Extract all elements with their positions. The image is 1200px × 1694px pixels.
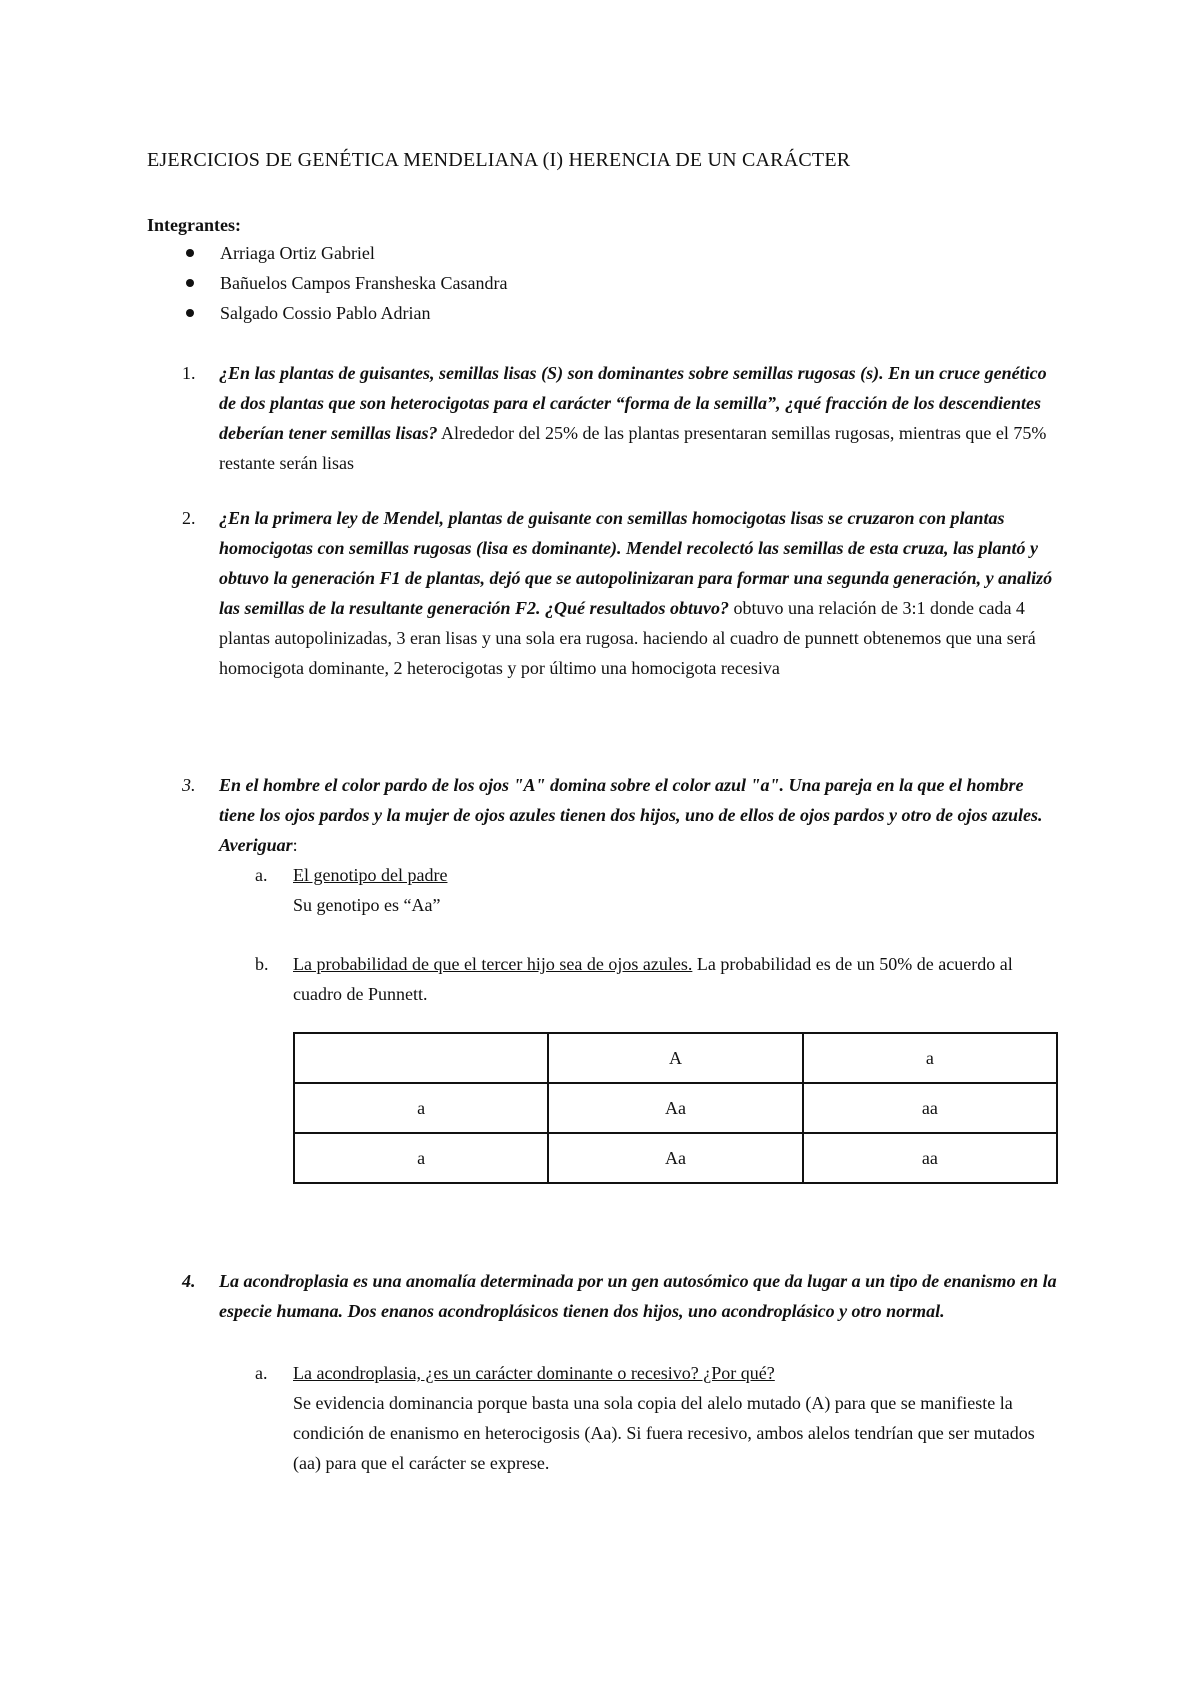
members-list	[180, 238, 507, 328]
table-cell: a	[294, 1083, 548, 1133]
table-row	[294, 1033, 1057, 1083]
table-cell: A	[548, 1033, 802, 1083]
table-cell: aa	[803, 1133, 1057, 1183]
question-3b	[255, 949, 1065, 1009]
table-cell: Aa	[548, 1133, 802, 1183]
table-row	[294, 1133, 1057, 1183]
table-row	[294, 1083, 1057, 1133]
sub-answer: La probabilidad es de un 50% de acuerdo al cuadro de Punnett.	[293, 954, 1013, 1004]
table-cell: Aa	[548, 1083, 802, 1133]
sub-answer: Su genotipo es “Aa”	[293, 895, 441, 915]
sub-question: El genotipo del padre	[293, 865, 448, 885]
sub-question: La probabilidad de que el tercer hijo sea de ojos azules.	[293, 954, 693, 974]
sub-label: a.	[255, 1363, 268, 1383]
answer-text: obtuvo una relación de 3:1 donde cada 4 plantas autopolinizadas, 3 eran lisas y una sola era rugosa. haciendo al cuadro de punnett obtenemos que una será homocigota dominante, 2 heterocigotas y por último una homocigota recesiva	[219, 598, 1036, 678]
table-cell: a	[803, 1033, 1057, 1083]
sub-label: b.	[255, 954, 269, 974]
question-4a	[255, 1358, 1065, 1478]
punnett-square	[293, 1032, 1058, 1184]
table-cell: a	[294, 1133, 548, 1183]
table-cell: aa	[803, 1083, 1057, 1133]
member-item: Arriaga Ortiz Gabriel	[180, 238, 507, 268]
answer-text: Alrededor del 25% de las plantas presentaran semillas rugosas, mientras que el 75% restante serán lisas	[219, 423, 1047, 473]
document-title: EJERCICIOS DE GENÉTICA MENDELIANA (I) HERENCIA DE UN CARÁCTER	[147, 149, 851, 171]
question-4	[182, 1266, 1062, 1326]
question-number: 2.	[182, 508, 196, 528]
question-text: ¿En las plantas de guisantes, semillas lisas (S) son dominantes sobre semillas rugosas (s). En un cruce genético de dos plantas que son heterocigotas para el carácter “forma de la semilla”, ¿qué fracción de los descendientes deberían tener semillas lisas?	[219, 363, 1047, 443]
question-1	[182, 358, 1062, 478]
question-text: En el hombre el color pardo de los ojos "A" domina sobre el color azul "a". Una pareja en la que el hombre tiene los ojos pardos y la mujer de ojos azules tienen dos hijos, uno de ellos de ojos pardos y otro de ojos azules. Averiguar	[219, 775, 1043, 855]
table-cell	[294, 1033, 548, 1083]
question-number: 1.	[182, 363, 196, 383]
integrantes-label: Integrantes:	[147, 215, 241, 235]
question-number: 3.	[182, 775, 196, 795]
question-text: ¿En la primera ley de Mendel, plantas de guisante con semillas homocigotas lisas se cruzaron con plantas homocigotas con semillas rugosas (lisa es dominante). Mendel recolectó las semillas de esta cruza, las plantó y obtuvo la generación F1 de plantas, dejó que se autopolinizaran para formar una segunda generación, y analizó las semillas de la resultante generación F2. ¿Qué resultados obtuvo?	[219, 508, 1053, 618]
question-3a	[255, 860, 1065, 920]
question-colon: :	[292, 835, 298, 855]
question-text: La acondroplasia es una anomalía determinada por un gen autosómico que da lugar a un tipo de enanismo en la especie humana. Dos enanos acondroplásicos tienen dos hijos, uno acondroplásico y otro normal.	[219, 1271, 1057, 1321]
question-3	[182, 770, 1062, 860]
member-item: Salgado Cossio Pablo Adrian	[180, 298, 507, 328]
question-number: 4.	[182, 1271, 196, 1291]
question-2	[182, 503, 1062, 683]
member-item: Bañuelos Campos Fransheska Casandra	[180, 268, 507, 298]
sub-answer: Se evidencia dominancia porque basta una sola copia del alelo mutado (A) para que se manifieste la condición de enanismo en heterocigosis (Aa). Si fuera recesivo, ambos alelos tendrían que ser mutados (aa) para que el carácter se exprese.	[293, 1393, 1035, 1473]
sub-question: La acondroplasia, ¿es un carácter dominante o recesivo? ¿Por qué?	[293, 1363, 775, 1383]
sub-label: a.	[255, 865, 268, 885]
